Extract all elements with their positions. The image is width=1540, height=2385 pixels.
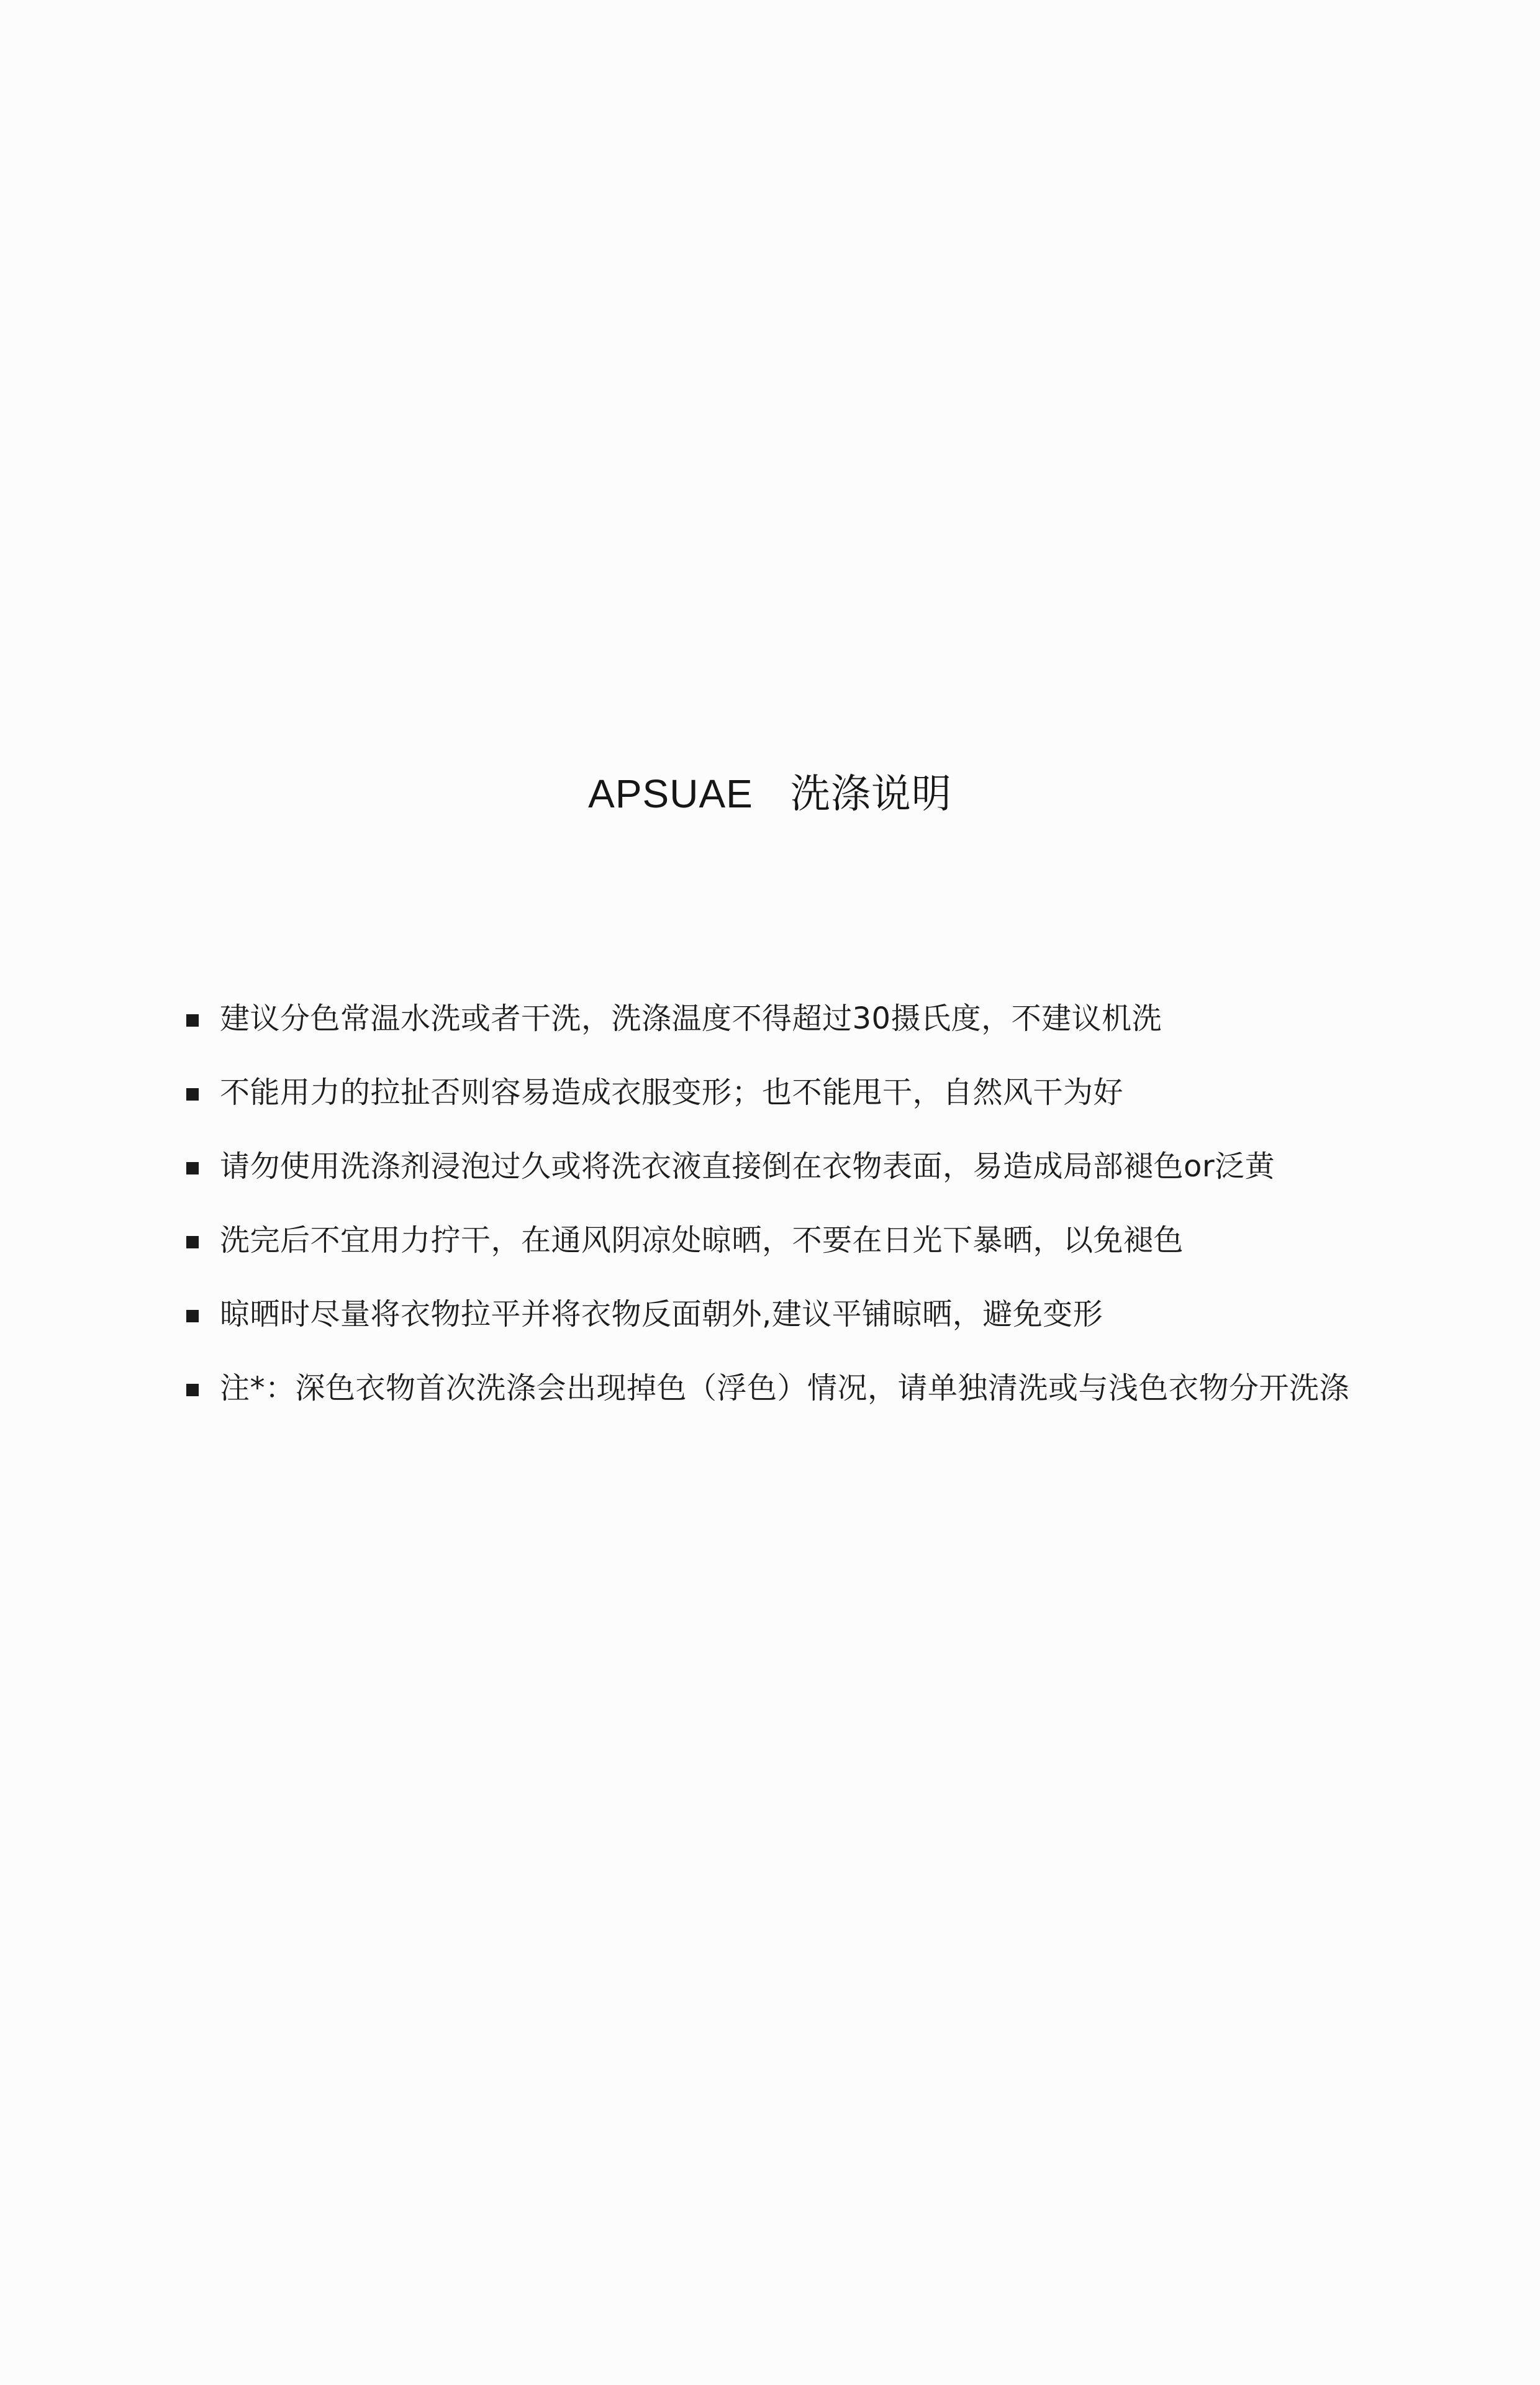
brand-name: APSUAE xyxy=(588,771,753,816)
list-item-text: 建议分色常温水洗或者干洗，洗涤温度不得超过30摄氏度，不建议机洗 xyxy=(220,1001,1162,1036)
list-item-text: 晾晒时尽量将衣物拉平并将衣物反面朝外,建议平铺晾晒，避免变形 xyxy=(220,1296,1103,1332)
list-item xyxy=(186,1351,1490,1425)
square-bullet-icon xyxy=(186,1162,199,1174)
list-item xyxy=(186,1055,1490,1129)
list-item-text: 不能用力的拉扯否则容易造成衣服变形；也不能甩干，自然风干为好 xyxy=(220,1074,1124,1110)
list-item xyxy=(186,1277,1490,1351)
care-instructions-list xyxy=(186,981,1490,1425)
list-item xyxy=(186,1203,1490,1277)
square-bullet-icon xyxy=(186,1310,199,1322)
list-item xyxy=(186,1129,1490,1203)
list-item-text: 请勿使用洗涤剂浸泡过久或将洗衣液直接倒在衣物表面，易造成局部褪色or泛黄 xyxy=(220,1148,1275,1184)
title-text: 洗涤说明 xyxy=(790,771,952,817)
page-title xyxy=(0,763,1540,825)
square-bullet-icon xyxy=(186,1236,199,1248)
square-bullet-icon xyxy=(186,1014,199,1027)
square-bullet-icon xyxy=(186,1088,199,1101)
list-item-text: 注*：深色衣物首次洗涤会出现掉色（浮色）情况，请单独清洗或与浅色衣物分开洗涤 xyxy=(220,1370,1350,1406)
list-item-text: 洗完后不宜用力拧干，在通风阴凉处晾晒，不要在日光下暴晒，以免褪色 xyxy=(220,1222,1184,1258)
square-bullet-icon xyxy=(186,1384,199,1396)
list-item xyxy=(186,981,1490,1055)
